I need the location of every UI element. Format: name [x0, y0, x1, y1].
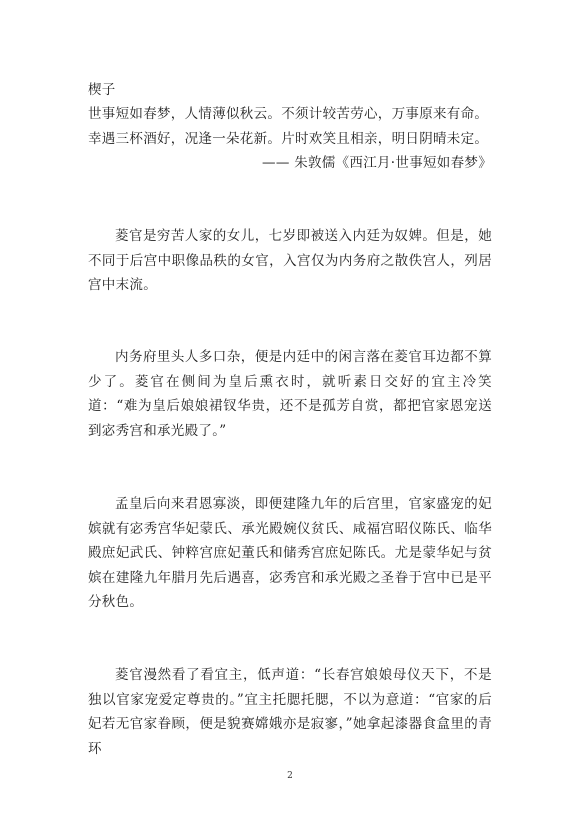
page-number: 2 [287, 771, 293, 781]
poem-line-2: 幸遇三杯酒好，况逢一朵花新。片时欢笑且相亲，明日阴晴未定。 [88, 131, 489, 147]
paragraph-4: 菱官漫然看了看宜主，低声道：“长春宫娘娘母仪天下，不是独以官家宠爱定尊贵的。”宜主托腮托腮，不以为意道：“官家的后妃若无官家眷顾，便是貌赛嫦娥亦是寂寥，”她拿起漆器食盒里的青环 [88, 667, 492, 757]
wedge-heading: 楔子 [88, 82, 116, 98]
paragraph-2: 内务府里头人多口杂，便是内廷中的闲言落在菱官耳边都不算少了。菱官在侧间为皇后熏衣时，就听素日交好的宜主冷笑道：“难为皇后娘娘裙钗华贵，还不是孤芳自赏，都把官家恩宠送到宓秀宫和承光殿了。” [88, 349, 492, 439]
poem-line-1: 世事短如春梦，人情薄似秋云。不须计较苦劳心，万事原来有命。 [88, 106, 489, 122]
paragraph-1: 菱官是穷苦人家的女儿，七岁即被送入内廷为奴婢。但是，她不同于后宫中职像品秩的女官，入宫仅为内务府之散佚宫人，列居宫中末流。 [88, 228, 492, 293]
poem-attribution: —— 朱敦儒《西江月·世事短如春梦》 [262, 155, 492, 171]
paragraph-3: 孟皇后向来君恩寡淡，即便建隆九年的后宫里，官家盛宠的妃嫔就有宓秀宫华妃蒙氏、承光殿婉仪贫氏、咸福宫昭仪陈氏、临华殿庶妃武氏、钟粹宫庶妃董氏和储秀宫庶妃陈氏。尤是蒙华妃与贫嫔在建隆九年腊月先后遇喜，宓秀宫和承光殿之圣眷于宫中已是平分秋色。 [88, 496, 492, 610]
